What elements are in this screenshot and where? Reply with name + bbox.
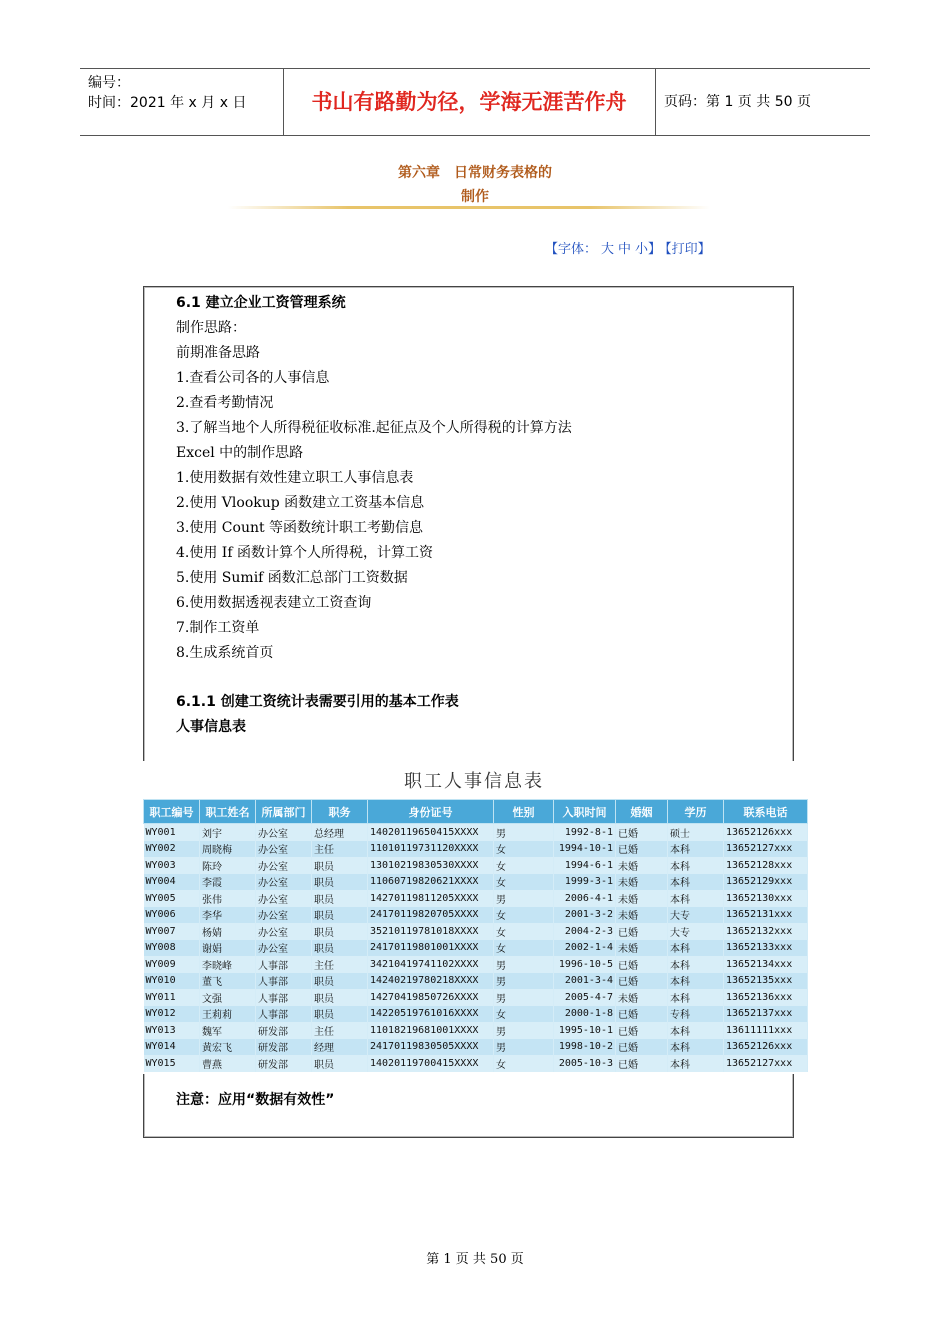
table-cell: 职员 — [312, 857, 368, 874]
table-row — [144, 1055, 808, 1072]
table-cell: 已婚 — [616, 923, 668, 940]
table-cell: 2001-3-4 — [554, 973, 616, 990]
content-line: 2.查看考勤情况 — [176, 395, 274, 411]
table-cell: 张伟 — [200, 890, 256, 907]
table-cell: 13652129xxx — [724, 874, 808, 891]
table-cell: 人事部 — [256, 973, 312, 990]
content-line: 3.了解当地个人所得税征收标准.起征点及个人所得税的计算方法 — [176, 420, 572, 436]
column-header: 职务 — [312, 800, 368, 824]
table-cell: WY002 — [144, 841, 200, 858]
column-header: 联系电话 — [724, 800, 808, 824]
content-line: 7.制作工资单 — [176, 620, 260, 636]
chapter-title-line1: 第六章 日常财务表格的 — [398, 165, 552, 181]
column-header: 职工编号 — [144, 800, 200, 824]
header-motto: 书山有路勤为径，学海无涯苦作舟 — [311, 90, 627, 114]
table-cell: 未婚 — [616, 940, 668, 957]
table-cell: 陈玲 — [200, 857, 256, 874]
header-page-info: 页码：第 1 页 共 50 页 — [664, 94, 811, 110]
table-cell: 2001-3-2 — [554, 907, 616, 924]
table-cell: 主任 — [312, 1022, 368, 1039]
content-line: 8.生成系统首页 — [176, 645, 274, 661]
table-cell: 已婚 — [616, 824, 668, 841]
font-label: 【字体： — [545, 242, 598, 257]
table-cell: WY005 — [144, 890, 200, 907]
table-cell: 13010219830530XXXX — [368, 857, 494, 874]
header-divider — [655, 69, 656, 135]
table-cell: 34210419741102XXXX — [368, 956, 494, 973]
table-cell: 1996-10-5 — [554, 956, 616, 973]
table-cell: 女 — [494, 1006, 554, 1023]
font-medium-link[interactable]: 中 — [618, 242, 632, 257]
table-cell: 女 — [494, 874, 554, 891]
table-cell: 1995-10-1 — [554, 1022, 616, 1039]
table-cell: 本科 — [668, 956, 724, 973]
table-cell: WY015 — [144, 1055, 200, 1072]
table-cell: 女 — [494, 940, 554, 957]
table-row — [144, 956, 808, 973]
table-cell: 本科 — [668, 857, 724, 874]
table-cell: 硕士 — [668, 824, 724, 841]
table-cell: 经理 — [312, 1039, 368, 1056]
table-cell: 办公室 — [256, 907, 312, 924]
subsection-title: 6.1.1 创建工资统计表需要引用的基本工作表 — [176, 694, 459, 710]
table-cell: 1992-8-1 — [554, 824, 616, 841]
table-cell: 王莉莉 — [200, 1006, 256, 1023]
table-cell: 13652132xxx — [724, 923, 808, 940]
table-cell: 1994-6-1 — [554, 857, 616, 874]
table-cell: 人事部 — [256, 956, 312, 973]
table-cell: 11018219681001XXXX — [368, 1022, 494, 1039]
table-cell: 主任 — [312, 956, 368, 973]
table-cell: 职员 — [312, 973, 368, 990]
table-cell: WY014 — [144, 1039, 200, 1056]
content-line: 1.使用数据有效性建立职工人事信息表 — [176, 470, 414, 486]
table-cell: 13652133xxx — [724, 940, 808, 957]
table-cell: 本科 — [668, 874, 724, 891]
table-cell: 男 — [494, 890, 554, 907]
table-cell: WY008 — [144, 940, 200, 957]
table-cell: 职员 — [312, 923, 368, 940]
table-cell: 刘宇 — [200, 824, 256, 841]
content-line: 1.查看公司各的人事信息 — [176, 370, 330, 386]
chapter-title-line2: 制作 — [461, 189, 489, 205]
table-row — [144, 923, 808, 940]
table-row — [144, 907, 808, 924]
table-body — [144, 824, 808, 1072]
table-cell: 研发部 — [256, 1055, 312, 1072]
content-line: 5.使用 Sumif 函数汇总部门工资数据 — [176, 570, 408, 586]
table-cell: 男 — [494, 956, 554, 973]
table-row — [144, 989, 808, 1006]
table-cell: 13652137xxx — [724, 1006, 808, 1023]
table-cell: 李晓峰 — [200, 956, 256, 973]
note-text: 注意：应用“数据有效性” — [176, 1092, 335, 1108]
title-underline — [228, 206, 710, 209]
table-cell: 已婚 — [616, 973, 668, 990]
table-cell: 女 — [494, 907, 554, 924]
table-cell: WY012 — [144, 1006, 200, 1023]
font-small-link[interactable]: 小】 — [635, 242, 662, 257]
table-cell: 本科 — [668, 940, 724, 957]
table-cell: 魏军 — [200, 1022, 256, 1039]
table-cell: 14020119650415XXXX — [368, 824, 494, 841]
table-row — [144, 973, 808, 990]
content-line: 2.使用 Vlookup 函数建立工资基本信息 — [176, 495, 425, 511]
table-cell: 男 — [494, 1022, 554, 1039]
table-cell: 本科 — [668, 1022, 724, 1039]
table-cell: 1999-3-1 — [554, 874, 616, 891]
table-cell: 职员 — [312, 1006, 368, 1023]
table-cell: 13652127xxx — [724, 841, 808, 858]
number-label: 编号： — [88, 75, 130, 91]
column-header: 学历 — [668, 800, 724, 824]
content-line: 3.使用 Count 等函数统计职工考勤信息 — [176, 520, 424, 536]
table-cell: 未婚 — [616, 874, 668, 891]
table-cell: 35210119781018XXXX — [368, 923, 494, 940]
table-cell: 职员 — [312, 989, 368, 1006]
table-cell: 周晓梅 — [200, 841, 256, 858]
table-cell: 1994-10-1 — [554, 841, 616, 858]
table-cell: 13652130xxx — [724, 890, 808, 907]
table-cell: 1998-10-2 — [554, 1039, 616, 1056]
table-cell: 办公室 — [256, 923, 312, 940]
table-cell: WY001 — [144, 824, 200, 841]
table-cell: 2000-1-8 — [554, 1006, 616, 1023]
table-cell: WY007 — [144, 923, 200, 940]
table-row — [144, 874, 808, 891]
table-cell: 24170119801001XXXX — [368, 940, 494, 957]
table-cell: 研发部 — [256, 1039, 312, 1056]
column-header: 身份证号 — [368, 800, 494, 824]
column-header: 所属部门 — [256, 800, 312, 824]
content-line: Excel 中的制作思路 — [176, 445, 304, 461]
table-row — [144, 841, 808, 858]
table-cell: WY013 — [144, 1022, 200, 1039]
table-cell: 本科 — [668, 841, 724, 858]
column-header: 性别 — [494, 800, 554, 824]
table-cell: 办公室 — [256, 940, 312, 957]
table-cell: 女 — [494, 857, 554, 874]
table-cell: 办公室 — [256, 824, 312, 841]
table-cell: 2005-4-7 — [554, 989, 616, 1006]
table-cell: 大专 — [668, 907, 724, 924]
table-cell: 已婚 — [616, 956, 668, 973]
table-cell: WY010 — [144, 973, 200, 990]
table-row — [144, 857, 808, 874]
table-cell: 13652126xxx — [724, 824, 808, 841]
table-row — [144, 1006, 808, 1023]
table-cell: 13652126xxx — [724, 1039, 808, 1056]
table-cell: 13611111xxx — [724, 1022, 808, 1039]
hr-info-sheet — [141, 761, 807, 1074]
table-cell: 办公室 — [256, 874, 312, 891]
table-cell: 2002-1-4 — [554, 940, 616, 957]
table-cell: 人事部 — [256, 989, 312, 1006]
table-cell: 李华 — [200, 907, 256, 924]
table-cell: WY003 — [144, 857, 200, 874]
table-cell: 男 — [494, 989, 554, 1006]
table-cell: 已婚 — [616, 841, 668, 858]
table-cell: 本科 — [668, 1055, 724, 1072]
font-large-link[interactable]: 大 — [601, 242, 615, 257]
table-cell: 杨婧 — [200, 923, 256, 940]
table-cell: 14240219780218XXXX — [368, 973, 494, 990]
table-cell: 职员 — [312, 1055, 368, 1072]
page-footer: 第 1 页 共 50 页 — [426, 1252, 524, 1267]
table-cell: 14220519761016XXXX — [368, 1006, 494, 1023]
table-cell: 本科 — [668, 890, 724, 907]
table-cell: 职员 — [312, 874, 368, 891]
table-cell: 本科 — [668, 973, 724, 990]
table-cell: 男 — [494, 973, 554, 990]
table-cell: 总经理 — [312, 824, 368, 841]
table-cell: 2005-10-3 — [554, 1055, 616, 1072]
table-cell: 24170119830505XXXX — [368, 1039, 494, 1056]
content-line: 制作思路： — [176, 320, 246, 336]
hr-info-table — [143, 799, 808, 1072]
table-row — [144, 1022, 808, 1039]
table-cell: 2006-4-1 — [554, 890, 616, 907]
table-cell: 研发部 — [256, 1022, 312, 1039]
table-cell: 13652136xxx — [724, 989, 808, 1006]
font-size-bar — [545, 238, 715, 257]
page-header — [80, 68, 870, 136]
table-header-row — [144, 800, 808, 824]
table-cell: 11010119731120XXXX — [368, 841, 494, 858]
sheet-title: 职工人事信息表 — [404, 771, 544, 792]
table-cell: 办公室 — [256, 857, 312, 874]
table-cell: 未婚 — [616, 907, 668, 924]
table-cell: WY011 — [144, 989, 200, 1006]
table-cell: 办公室 — [256, 841, 312, 858]
table-cell: 专科 — [668, 1006, 724, 1023]
table-cell: 本科 — [668, 989, 724, 1006]
table-cell: WY009 — [144, 956, 200, 973]
content-line: 6.使用数据透视表建立工资查询 — [176, 595, 372, 611]
time-label: 时间：2021 年 x 月 x 日 — [88, 95, 247, 111]
content-line: 4.使用 If 函数计算个人所得税，计算工资 — [176, 545, 433, 561]
table-cell: 24170119820705XXXX — [368, 907, 494, 924]
table-cell: 14270419850726XXXX — [368, 989, 494, 1006]
content-line: 前期准备思路 — [176, 345, 260, 361]
table-row — [144, 890, 808, 907]
table-cell: 13652135xxx — [724, 973, 808, 990]
table-cell: 职员 — [312, 890, 368, 907]
table-cell: 14270119811205XXXX — [368, 890, 494, 907]
table-cell: WY006 — [144, 907, 200, 924]
section-title: 6.1 建立企业工资管理系统 — [176, 295, 346, 311]
table-cell: 曹燕 — [200, 1055, 256, 1072]
column-header: 职工姓名 — [200, 800, 256, 824]
subsection-subtitle: 人事信息表 — [176, 719, 246, 735]
table-cell: 人事部 — [256, 1006, 312, 1023]
table-cell: 11060719820621XXXX — [368, 874, 494, 891]
table-row — [144, 824, 808, 841]
header-meta — [88, 73, 280, 113]
table-cell: 未婚 — [616, 989, 668, 1006]
table-cell: 女 — [494, 841, 554, 858]
table-cell: 未婚 — [616, 890, 668, 907]
table-cell: 职员 — [312, 907, 368, 924]
table-cell: 13652128xxx — [724, 857, 808, 874]
table-cell: 李霞 — [200, 874, 256, 891]
table-row — [144, 1039, 808, 1056]
table-cell: 董飞 — [200, 973, 256, 990]
table-cell: 职员 — [312, 940, 368, 957]
table-cell: 2004-2-3 — [554, 923, 616, 940]
table-cell: 黄宏飞 — [200, 1039, 256, 1056]
table-cell: 13652134xxx — [724, 956, 808, 973]
table-cell: 13652127xxx — [724, 1055, 808, 1072]
table-cell: 主任 — [312, 841, 368, 858]
table-cell: WY004 — [144, 874, 200, 891]
table-cell: 办公室 — [256, 890, 312, 907]
print-link[interactable]: 【打印】 — [665, 242, 711, 257]
table-cell: 14020119700415XXXX — [368, 1055, 494, 1072]
table-cell: 男 — [494, 824, 554, 841]
table-cell: 女 — [494, 923, 554, 940]
table-cell: 已婚 — [616, 1039, 668, 1056]
table-cell: 已婚 — [616, 1055, 668, 1072]
table-cell: 大专 — [668, 923, 724, 940]
column-header: 入职时间 — [554, 800, 616, 824]
table-cell: 已婚 — [616, 1006, 668, 1023]
table-row — [144, 940, 808, 957]
table-cell: 本科 — [668, 1039, 724, 1056]
table-cell: 男 — [494, 1039, 554, 1056]
table-cell: 文强 — [200, 989, 256, 1006]
table-cell: 未婚 — [616, 857, 668, 874]
column-header: 婚姻 — [616, 800, 668, 824]
table-cell: 女 — [494, 1055, 554, 1072]
table-cell: 谢娟 — [200, 940, 256, 957]
table-cell: 已婚 — [616, 1022, 668, 1039]
table-cell: 13652131xxx — [724, 907, 808, 924]
